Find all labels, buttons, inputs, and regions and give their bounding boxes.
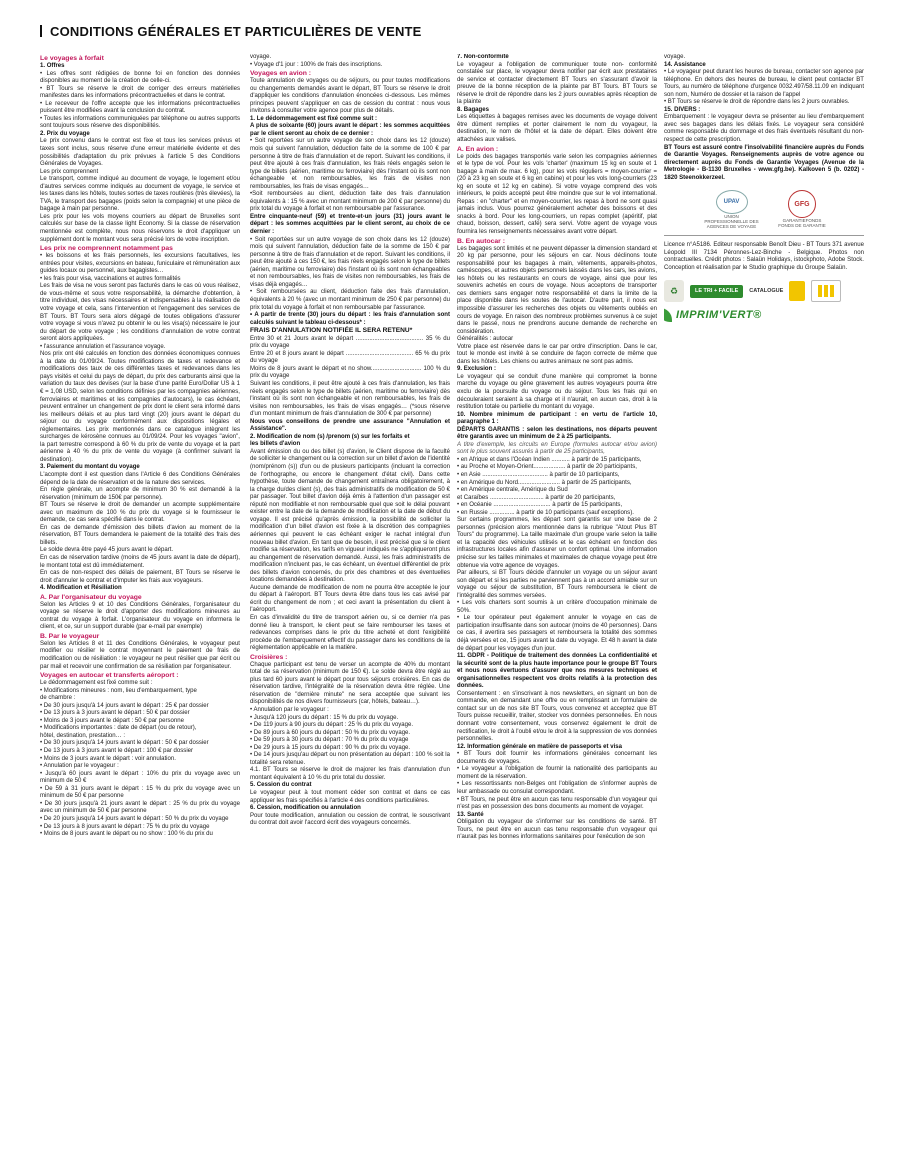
paragraph: En cas de non-respect des délais de paiement, BT Tours se réserve le droit d'annuler le contrat et d'imputer les frais aux voyageurs. <box>40 570 240 584</box>
paragraph: • De 20 jours jusqu'à 14 jours avant le départ : 50 % du prix du voyage <box>40 815 229 822</box>
paragraph: • De 29 jours à 15 jours du départ : 90 % du prix du voyage. <box>250 744 411 751</box>
subheading: FRAIS D'ANNULATION NOTIFIÉE IL SERA RETENU* <box>250 327 413 335</box>
section-heading: Les prix ne comprennent notamment pas <box>40 245 173 253</box>
column-4 <box>664 54 864 1162</box>
paragraph: • en Amérique centrale, Amérique du Sud <box>457 487 568 494</box>
paragraph: Embarquement : le voyageur devra se présenter au lieu d'embarquement avec ses bagages dans les délais fixés. Le voyageur sera considéré comme responsable du dommage et des frais éventuels résultant du non-respect de cette prescription. <box>664 114 864 144</box>
paragraph: A titre d'exemple, les circuits en Europe (formules autocar et/ou avion) sont le plus souvent assurés à partir de 25 participants, <box>457 441 657 456</box>
paragraph: En règle générale, un acompte de minimum 30 % est demandé à la réservation (minimum de 150€ par personne). <box>40 487 240 501</box>
paragraph: • De 14 jours jusqu'au départ ou non présentation au départ : 100 % soit la totalité sera retenue. <box>250 752 450 766</box>
paragraph: En cas de demande d'émission des billets d'avion au moment de la réservation, BT Tours demandera le paiement de la totalité des frais des billets. <box>40 524 240 546</box>
column-3 <box>457 54 657 1162</box>
paragraph: L'acompte dont il est question dans l'Article 6 des Conditions Générales dépend de la date de réservation et de la nature des services. <box>40 471 240 486</box>
paragraph: En cas de réservation tardive (moins de 45 jours avant la date de départ), le montant total est dû immédiatement. <box>40 555 240 569</box>
paragraph: • De 59 jours à 30 jours du départ : 70 % du prix du voyage <box>250 737 409 744</box>
paragraph: 4.1. BT Tours se réserve le droit de majorer les frais d'annulation d'un montant équivalent à 10 % du prix total du dossier. <box>250 767 450 781</box>
paragraph: • De 59 à 31 jours avant le départ : 15 % du prix du voyage avec un minimum de 50 € par personne <box>40 785 240 800</box>
paragraph: • Les ressortissants non-Belges ont l'obligation de s'informer auprès de leur ambassade ou consulat correspondant. <box>457 781 657 795</box>
paragraph: • Moins de 8 jours avant le départ ou no show : 100 % du prix du <box>40 831 213 838</box>
section-heading: B. Par le voyageur <box>40 632 100 640</box>
paragraph: Les frais de visa ne vous seront pas facturés dans le cas où vous réalisez, de vous-même et sous votre responsabilité, la démarche d'obtention, à titre individuel, des visas nécessaires et indispensables à la réalisation de votre voyage et cela, sans l'intervention et l'engagement des services de BT Tours. BT Tours sera alors dégagé de toutes obligations d'assurer votre voyage si vous n'avez pu obtenir le ou les visa(s) nécessaire le jour du départ de votre voyage ; les conditions d'annulation de votre contrat seront alors appliquées. <box>40 283 240 343</box>
paragraph: Votre place est réservée dans le car par ordre d'inscription. Dans le car, tout le monde est invité à se conduire de façon correcte de même que dans les hôtels. Les chiens ou autres animaux ne sont pas admis. <box>457 343 657 365</box>
paragraph: • BT Tours se réserve le droit de répondre dans les 2 jours ouvrables. <box>664 99 850 106</box>
paragraph: • Le tour opérateur peut également annuler le voyage en cas de participation insuffisante dans son autocar (moins de 40 personnes). Dans ce cas, il avertira ses passagers et remboursera la totalité des sommes déjà versées et ce, 15 jours avant la date du voyage. Et 48 h avant la date de départ pour les voyages d'un jour. <box>457 615 657 652</box>
section-heading: Croisières : <box>250 653 288 661</box>
paragraph: Suivant les conditions, il peut être ajouté à ces frais d'annulation, les frais réels engagés selon le type de billets (aérien, maritime ou ferroviaire) dès l'instant où ils sont non échangeable et non remboursables, les frais de visites non remboursables, les frais de visas engagés… (*sous réserve d'un montant minimum de frais d'annulation de 300 € par personne) <box>250 381 450 418</box>
subheading: 5. Cession du contrat <box>250 782 312 789</box>
paragraph: • Soit remboursées au client, déduction faite des frais d'annulation, équivalents à 20 % (avec un montant minimum de 250 € par personne) du prix total du voyage à forfait et non remboursable par l'assurance. <box>250 289 450 311</box>
subheading: 9. Exclusion : <box>457 366 496 373</box>
paragraph: de chambre : <box>40 695 76 702</box>
paragraph: • Soit reportées sur un autre voyage de son choix dans les 12 (douze) mois qui suivent l'annulation, déduction faite de la somme de 150 € par personne à titre de frais d'annulation et de report. Suivant les conditions, il peut être ajouté à ces 150 €, les frais réels engagés selon le type de billets (aérien, maritime ou ferroviaire) dès l'instant où ils sont non échangeables et non remboursables, les frais de visites non remboursables, les frais de visas déjà engagés… <box>250 236 450 288</box>
licence-text: Licence n°A5186. Editeur responsable Benoît Dieu - BT Tours 371 avenue Léopold III 7134 Péronnes-Lez-Binche - Belgique. Photos non contractuelles. Crédit photos : Salaün Holidays, istockphoto, Adobe Stock. Conception et réalisation par le Studio graphique du Groupe Salaün. <box>664 242 864 271</box>
paragraph: Le poids des bagages transportés varie selon les compagnies aériennes et le type de vol. Pour les vols 'charter' (maximum 15 kg en soute et 1 bagage à main de max. 6 kg), pour les vols réguliers = moyen-courrier = (20 à 23 kg en soute et 6 kg en cabine) et pour les vols long-courriers (23 kg en soute et 12 kg en cabine). Si votre voyage comprend des vols intérieurs, le poids accepté peut être moindre que sur le vol international. Repas : en "charter" et en moyen-courrier, les repas à bord ne sont quasi jamais inclus. Vous pourrez généralement acheter des boissons et des snacks à bord. Pour les long-courriers, un repas complet (apéritif, plat chaud, boisson, dessert, café) sera servi. Votre agent de voyage vous fournira les renseignements nécessaires avant votre départ. <box>457 153 657 236</box>
paragraph: Entre cinquante-neuf (59) et trente-et-un jours (31) jours avant le départ : les sommes acquittées par le client seront, au choix de ce dernier : <box>250 213 450 236</box>
paragraph: Le voyageur peut à tout moment céder son contrat et dans ce cas appliquer les frais spécifiés à l'article 4 des conditions particulières. <box>250 790 450 804</box>
paragraph: voyage. <box>250 54 272 60</box>
subheading: 2. Modification de nom (s) /prenom (s) sur les forfaits et <box>250 433 410 440</box>
subheading: BT Tours est assuré contre l'insolvabilité financière auprès du Fonds de Garantie Voyages. Renseignements auprès de votre agence ou directement auprès du Fonds de Garantie Voyages (Avenue de la Metrologie - B-1130 Bruxelles - www.gfg.be). Kalkoven 5 (b. 0202) - 1820 Steenokkerzeel. <box>664 144 864 181</box>
catalogue-icon <box>789 281 805 301</box>
column-1 <box>40 54 240 1162</box>
paragraph: • Annulation par le voyageur : <box>250 706 329 713</box>
paragraph: • De 13 jours à 3 jours avant le départ : 100 € par dossier <box>40 748 194 755</box>
paragraph: • De 89 jours à 60 jours du départ : 50 % du prix du voyage. <box>250 729 411 736</box>
imprim-vert-logo: IMPRIM'VERT® <box>664 308 864 322</box>
section-heading: B. En autocar : <box>457 237 505 245</box>
paragraph: • Moins de 3 jours avant le départ : 50 € par personne <box>40 717 184 724</box>
paragraph: • A partir de trente (30) jours du départ : les frais d'annulation sont calculés suivant le tableau ci-dessous* : <box>250 312 450 326</box>
subheading: 14. Assistance <box>664 61 706 68</box>
subheading: les billets d'avion <box>250 441 301 448</box>
subheading: 10. Nombre minimum de participant : en vertu de l'article 10, paragraphe 1 : <box>457 411 657 426</box>
paragraph: • Le receveur de l'offre accepte que les informations précontractuelles puissent être modifiées avant la conclusion du contrat. <box>40 100 240 115</box>
paragraph: Toute annulation de voyages ou de séjours, ou pour toutes modifications ou changements demandés avant le départ, BT Tours se réserve le droit d'appliquer les conditions d'annulation énoncées ci-dessous. Les mêmes principes peuvent s'appliquer en cas de cession du contrat : nous vous invitons à consulter votre agence pour plus de détails. <box>250 78 450 115</box>
paragraph: • Les offres sont rédigées de bonne foi en fonction des données disponibles au moment de la création de celle-ci. <box>40 70 240 85</box>
column-2 <box>250 54 450 1162</box>
paragraph: DÉPARTS GARANTIS : selon les destinations, nos départs peuvent être garantis avec un minimum de 2 à 25 participants. <box>457 426 657 441</box>
paragraph: Le voyageur a l'obligation de communiquer toute non- conformité constatée sur place, le voyageur devra notifier par écrit aux prestataires de service et contacter directement BT Tours en s'assurant d'avoir la preuve de la bonne réception de la plainte par BT Tours. BT Tours se réserve le droit de répondre dans les 2 jours ouvrables après réception de la plainte <box>457 61 657 106</box>
logos-row <box>664 190 864 229</box>
paragraph: Entre 30 et 21 Jours avant le départ ........................................ 35 % du prix du voyage <box>250 335 450 350</box>
paragraph: Moins de 8 jours avant le départ et no show.............................. 100 % du prix du voyage <box>250 365 450 380</box>
upav-logo: UPAV UNION PROFESSIONNELLE DES AGENCES DE VOYAGE <box>704 190 759 229</box>
page-title: CONDITIONS GÉNÉRALES ET PARTICULIÈRES DE VENTE <box>40 24 422 39</box>
paragraph: Obligation du voyageur de s'informer sur les conditions de santé. BT Tours, ne peut être en aucun cas tenu responsable d'un voyageur qui n'aurait pas les bonnes informations sanitaires pour l'exécution de son <box>457 819 657 841</box>
paragraph: Les prix pour les vols moyens courriers au départ de Bruxelles sont calculés sur base de la classe light Economy. Si la classe de réservation mentionnée est complète, nous nous réservons le droit d'appliquer un supplément dont le montant vous sera précisé lors de votre inscription. <box>40 213 240 243</box>
paragraph: •Soit remboursées au client, déduction faite des frais d'annulation équivalents à : 15 % avec un montant minimum de 200 € par personne) du prix total du voyage à forfait et non remboursable par l'assurance. <box>250 191 450 213</box>
section-heading: Le voyages à forfait <box>40 55 104 62</box>
paragraph: • l'assurance annulation et l'assurance voyage. <box>40 343 166 350</box>
paragraph: Le prix convenu dans le contrat est fixe et tous les services prévus et taxes sont inclus, sous réserve d'une erreur matérielle évidente et des possibilités d'adaptation du prix prévues à l'article 5 des Conditions Générales de Voyages. <box>40 138 240 168</box>
paragraph: • au Proche et Moyen-Orient................... à partir de 20 participants, <box>457 464 637 471</box>
paragraph: Le transport, comme indiqué au document de voyage, le logement et/ou d'autres services comme indiqués au document de voyage, le service et les taxes dans les hôtels, toutes sortes de taxes routières (très élevées), la TVA, le transport des bagages (poids selon la compagnie) et une pièce de bagage à main par personne. <box>40 176 240 213</box>
paragraph: • Modifications mineures : nom, lieu d'embarquement, type <box>40 687 197 694</box>
paragraph: • BT Tours se réserve le droit de corriger des erreurs matérielles manifestes dans les informations précontractuelles et dans le contrat. <box>40 85 240 100</box>
paragraph: • BT Tours doit fournir les informations générales concernant les documents de voyages. <box>457 751 657 765</box>
paragraph: Selon les Articles 8 et 11 des Conditions Générales, le voyageur peut modifier ou résilier le contrat moyennant le paiement de frais de modification ou de résiliation : le voyageur ne peut résilier que par écrit ou par mail et recevoir une confirmation de sa résiliation par l'organisateur. <box>40 640 240 670</box>
paragraph: • en Océanie .................................. à partir de 15 participants, <box>457 502 623 509</box>
subheading: 12. Information générale en matière de passeports et visa <box>457 743 623 750</box>
paragraph: Le dédommagement est fixé comme suit : <box>40 680 153 687</box>
paragraph: Avant émission du ou des billet (s) d'avion, le Client dispose de la faculté de solliciter le changement ou la correction sur un billet d'avion de l'identité (nom/prénom (s)) d'un ou de plusieurs participants (incluant la correction de l'orthographe, ou encore le changement d'état civil). Dans cette hypothèse, toute demande de changement entraînera obligatoirement, à la charge du/des client (s), des frais administratifs de modification de 50 € par passager. Tout billet d'avion déjà émis à l'attention d'un passager est réputé non modifiable et non remboursable quel que soit le délai pouvant exister entre la date de la demande de modification et la date de début du voyage. Il est précisé qu'après émission, la possibilité de solliciter la modification d'un billet d'avion est fixée à la discrétion des compagnies aériennes qui peuvent le cas échéant exiger le rachat intégral d'un nouveau billet d'avion. En tant que de besoin, il est précisé que si le client modifie sa réservation, les tarifs en vigueur indiqués ne s'appliqueront plus au changement de réservation demandé. Aussi, les frais administratifs de modification n'incluent pas, le cas échéant, un éventuel différentiel de prix des billets d'avion concernés, du prix des chambres et des éventuelles locations demandées à destination. <box>250 448 450 584</box>
recycle-icon: ♻ <box>664 280 684 302</box>
paragraph: • De 119 jours à 90 jours du départ : 25 % du prix du voyage. <box>250 722 414 729</box>
paragraph: Les prix comprennent <box>40 168 99 175</box>
subheading: 11. GDPR - Politique de traitement des données La confidentialité et la sécurité sont de la plus haute importance pour le groupe BT Tours et nous nous évertuons d'assurer que nos mesures techniques et organisationnelles respectent vos droits relatifs à la protection des données. <box>457 653 657 690</box>
subheading: 8. Bagages <box>457 106 489 113</box>
paragraph: • en Amérique du Nord......................... à partir de 25 participants, <box>457 479 632 486</box>
paragraph: Consentement : en s'inscrivant à nos newsletters, en signant un bon de commande, en demandant une offre ou en remplissant un formulaire de contact sur un de nos site BT Tours, vous convenez et acceptez que BT Tours puisse recueillir, traiter, stocker vos données personnelles. En nous donnant votre consentement, vous conservez également le droit de rectification, le droit à l'oubli et/ou le droit à la suppression de vos données personnelles. <box>457 690 657 743</box>
paragraph: • en Afrique et dans l'Océan Indien ........... à partir de 15 participants, <box>457 456 642 463</box>
subheading: Nous vous conseillons de prendre une assurance "Annulation et Assistance". <box>250 418 450 433</box>
gfg-logo: GFG GARANTIEFONDS FONDS DE GARANTIE <box>777 190 827 229</box>
paragraph: BT Tours se réserve le droit de demander un acompte supplémentaire avec un maximum de 100 % du prix du voyage si le fournisseur le demande, ce cas sera spécifié dans le contrat. <box>40 502 240 524</box>
paragraph: voyage. <box>664 54 686 60</box>
paragraph: A plus de soixante (60) jours avant le départ : les sommes acquittées par le client seront au choix de ce dernier : <box>250 123 450 137</box>
paragraph: Par ailleurs, si BT Tours décide d'annuler un voyage ou un séjour avant son départ et si les parties ne parviennent pas à un accord amiable sur un voyage ou séjour de substitution, BT Tours remboursera le client de l'intégralité des sommes versées. <box>457 570 657 599</box>
paragraph: • De 13 jours à 3 jours avant le départ : 50 € par dossier <box>40 710 190 717</box>
paragraph: • Le voyageur a l'obligation de fournir la nationalité des participants au moment de la réservation. <box>457 766 657 780</box>
paragraph: Aucune demande de modification de nom ne pourra être acceptée le jour du départ à l'aéroport. BT Tours devra être dans tous les cas avisé par écrit du changement de nom ; et ceci avant la présentation du client à l'aéroport. <box>250 584 450 614</box>
subheading: 1. Offres <box>40 63 65 69</box>
paragraph: Les étiquettes à bagages remises avec les documents de voyage doivent être dûment remplies et porter clairement le nom du voyageur, la destination, le nom de l'hôtel et la date de départ. Elles doivent être attachées aux valises. <box>457 114 657 144</box>
paragraph: Selon les Articles 9 et 10 des Conditions Générales, l'organisateur du voyage se réserve le droit d'apporter des modifications mineures au contrat du voyage à forfait. L'organisateur du voyage en informera le client, et ce, sur un support durable (par e-mail par exemple) <box>40 601 240 631</box>
subheading: 3. Paiement du montant du voyage <box>40 464 140 471</box>
paragraph: • en Russie ............... à partir de 10 participants (sauf exceptions). <box>457 509 634 516</box>
triman-block <box>664 280 864 302</box>
paragraph: Le solde devra être payé 45 jours avant le départ. <box>40 547 174 554</box>
subheading: 15. DIVERS : <box>664 106 701 113</box>
paragraph: Entre 20 et 8 jours avant le départ ........................................ 65 % du prix du voyage <box>250 350 450 365</box>
paragraph: • De 30 jours jusqu'à 21 jours avant le départ : 25 % du prix du voyage avec un minimum de 50 € par personne <box>40 800 240 815</box>
paragraph: • Le voyageur peut durant les heures de bureau, contacter son agence par téléphone. En dehors des heures de bureau, le client peut contacter BT Tours, au numéro de téléphone d'urgence 0032.497/58.11.09 en indiquant son nom, Numéro de dossier et la raison de l'appel <box>664 69 864 98</box>
section-heading: Voyages en autocar et transferts aéroport : <box>40 672 179 680</box>
paragraph: • Annulation par le voyageur : <box>40 763 119 770</box>
subheading: 6. Cession, modification ou annulation <box>250 805 361 812</box>
divider <box>664 235 864 236</box>
leaf-icon <box>664 308 672 322</box>
paragraph: • Toutes les informations communiquées par téléphone ou autres supports sont toujours sous réserve des disponibilités. <box>40 115 240 130</box>
subheading: 4. Modification et Résiliation <box>40 585 122 592</box>
subheading: 2. Prix du voyage <box>40 130 90 137</box>
paragraph: • Jusqu'à 60 jours avant le départ : 10% du prix du voyage avec un minimum de 50 € <box>40 770 240 785</box>
paragraph: hôtel, destination, prestation… : <box>40 732 126 739</box>
subheading: 7. Non-conformité <box>457 54 509 60</box>
paragraph: Généralités : autocar <box>457 336 514 343</box>
paragraph: Chaque participant est tenu de verser un acompte de 40% du montant total de sa réservation (minimum de 150 €). Le solde devra être réglé au plus tard 60 jours avant le départ pour tous séjours croisières. En cas de réservation tardive, l'intégralité de la réservation devra être réglée. Une réservation de "dernière minute" ne sera acceptée que suivant les disponibilités de nos divers fournisseurs (car, hôtels, bateau…). <box>250 661 450 706</box>
paragraph: • les boissons et les frais personnels, les excursions facultatives, les entrées pour visites, excursions en bateau, funiculaire et rémunération aux guides locaux ou personnel, aux bagagistes… <box>40 253 240 275</box>
paragraph: • Jusqu'à 120 jours du départ : 15 % du prix du voyage. <box>250 714 399 721</box>
paragraph: • Modifications importantes : date de départ (ou de retour), <box>40 725 197 732</box>
tri-badge: LE TRI + FACILE <box>690 285 743 298</box>
paragraph: • les frais pour visa, vaccinations et autres formalités <box>40 275 181 282</box>
section-heading: A. Par l'organisateur du voyage <box>40 593 142 601</box>
paragraph: • De 30 jours jusqu'à 14 jours avant le départ : 50 € par dossier <box>40 740 209 747</box>
paragraph: Le voyageur qui se conduit d'une manière qui compromet la bonne marche du voyage ou gêne gravement les autres voyageurs pourra être exclu de la poursuite du voyage ou du séjour. Tous les frais qui en découleraient seraient à sa charge et il n'aurait, en aucun cas, droit à la restitution totale ou partielle du montant du voyage. <box>457 373 657 411</box>
paragraph: • Soit reportées sur un autre voyage de son choix dans les 12 (douze) mois qui suivent l'annulation, déduction faite de la somme de 100 € par personne à titre de frais d'annulation et de report. Suivant les conditions, il peut être ajouté à ces frais d'annulation, les frais réels engagés selon le type de billets (aérien, maritime ou ferroviaire) dès l'instant où ils sont non échangeable et non remboursables, les frais de visites non remboursables, les frais de visas engagés… <box>250 138 450 190</box>
paragraph: • De 13 jours à 8 jours avant le départ : 75 % du prix du voyage <box>40 823 210 830</box>
paragraph: Sur certains programmes, les départ sont garantis sur une base de 2 personnes (précision alors mentionnée dans la rubrique "Atout Plus BT Tours" du programme). La taille maximale d'un groupe varie selon la taille et la capacité des véhicules utilisés et le cas échéant en fonction des infrastructures locales afin d'assurer un confort optimal. Une information précise sur les tailles minimales et maximales de chaque voyage peut être obtenue via votre agence de voyages. <box>457 517 657 569</box>
bin-icon <box>811 280 841 302</box>
paragraph: • en Asie ....................................... à partir de 10 participants, <box>457 471 620 478</box>
paragraph: • BT Tours, ne peut être en aucun cas tenu responsable d'un voyageur qui n'est pas en possession des bons documents au moment de voyager. <box>457 796 657 811</box>
paragraph: Pour toute modification, annulation ou cession de contrat, le souscrivant du contrat doit avoir l'accord écrit des voyageurs concernés. <box>250 812 450 827</box>
paragraph: et Caraïbes ................................ à partir de 20 participants, <box>457 494 616 501</box>
subheading: 1. Le dédommagement est fixé comme suit : <box>250 115 378 122</box>
catalogue-label: CATALOGUE <box>749 287 784 294</box>
paragraph: Les bagages sont limités et ne peuvent dépasser la dimension standard et 20 kg par personne, pour les séjours en car. Nous déclinons toute responsabilité pour les bagages à main, vêtements, appareils-photos, caméscopes, et autres objets personnels laissés dans les cars, les avions, les hôtels ou les restaurants en cours de voyage, ainsi que pour les souvenirs achetés en cours de voyage. Nous acceptons de transporter ces derniers sans engager notre responsabilité et dans la limite de la place disponible dans les soutes de l'autocar. D'autre part, il nous est impossible d'assurer les recherches des objets ou vêtements oubliés en cours de voyage. En raison des nombreux problèmes survenus à ce sujet dans le passé, nous ne prendrons aucune demande de recherche en considération. <box>457 245 657 335</box>
paragraph: • Les vols charters sont soumis à un critère d'occupation minimale de 50%. <box>457 600 657 614</box>
paragraph: En cas d'invalidité du titre de transport aérien ou, si ce dernier n'a pas donné lieu à transport, le client peut se faire rembourser les taxes et redevances comprises dans le prix du titre acheté et dont l'exigibilité procède de l'embarquement effectif du passager dans les conditions de la réglementation applicable en la matière. <box>250 614 450 652</box>
section-heading: A. En avion : <box>457 145 499 153</box>
paragraph: • De 30 jours jusqu'à 14 jours avant le départ : 25 € par dossier <box>40 702 209 709</box>
paragraph: • Moins de 3 jours avant le départ : voir annulation. <box>40 755 176 762</box>
section-heading: Voyages en avion : <box>250 70 312 78</box>
paragraph: Nos prix ont été calculés en fonction des données économiques connues à la date du 01/09/24. Toutes modifications de taxes et redevance et modifications des taux de ces différentes taxes et redevances dans les pays visités et celui du pays de départ, du prix des carburants ainsi que la variation du taux des devises (sur la base d'une parité Euro/Dollar US à 1 € = 1,08 USD, selon les conditions définies par les compagnies aériennes, ferroviaires et maritimes et les compagnies d'autocars), le cas échéant, peuvent entraîner un changement de prix dont le client sera informé dans les meilleurs délais et au plus tard vingt (20) jours avant le départ du séjour ou du voyage conformément aux dispositions légales et réglementaires. Les prix mentionnés dans ce catalogue intègrent les surcharges de kérosène connues au 01/09/24. Pour les voyages "avion", la part terrestre correspond à 60 % du prix de vente du voyage et la part aérienne à 40 % du prix de vente du voyage (à confirmer suivant la destination). <box>40 351 240 463</box>
paragraph: • Voyage d'1 jour : 100% de frais des inscriptions. <box>250 61 383 68</box>
subheading: 13. Santé <box>457 811 484 818</box>
